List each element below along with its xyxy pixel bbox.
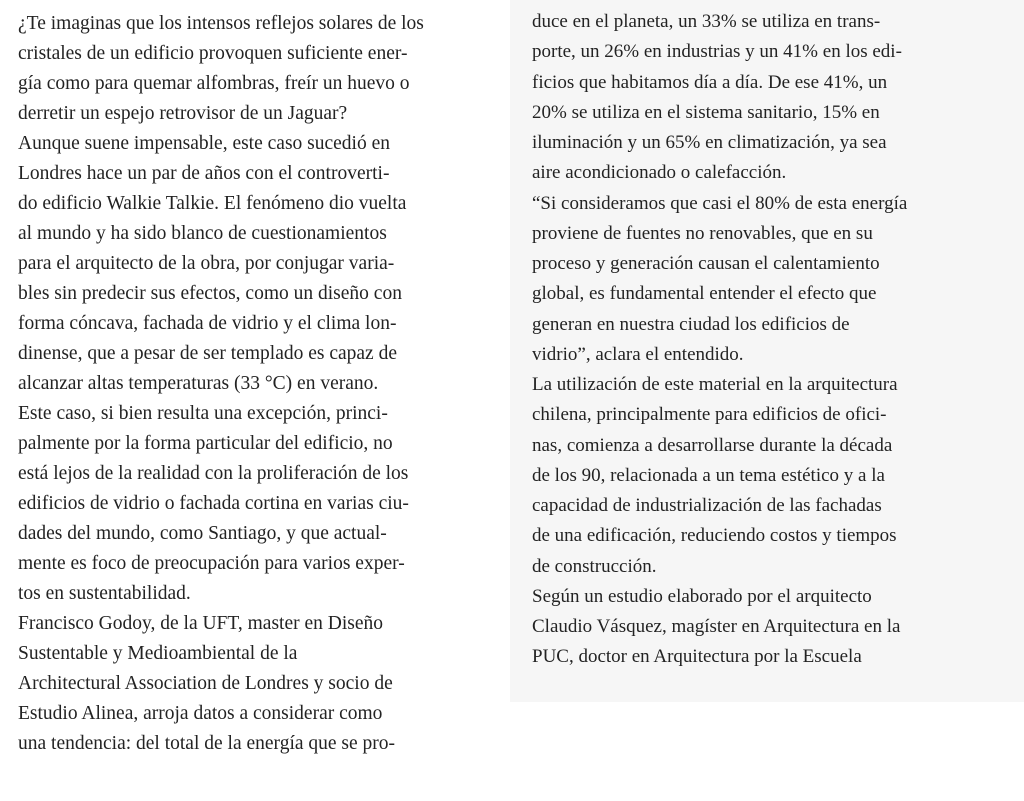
text-line: gía como para quemar alfombras, freír un huevo o (18, 73, 410, 94)
text-line: porte, un 26% en industrias y un 41% en los edi- (532, 41, 902, 63)
text-line: tos en sustentabilidad. (18, 583, 191, 604)
text-line: cristales de un edificio provoquen suficiente ener- (18, 43, 408, 64)
text-line: iluminación y un 65% en climatización, ya sea (532, 132, 887, 153)
text-line: do edificio Walkie Talkie. El fenómeno dio vuelta (18, 193, 407, 214)
text-line: de una edificación, reduciendo costos y tiempos (532, 525, 897, 547)
text-line: está lejos de la realidad con la proliferación de los (18, 463, 409, 484)
text-line: al mundo y ha sido blanco de cuestionamientos (18, 223, 387, 244)
text-line: La utilización de este material en la arquitectura (532, 374, 898, 395)
text-line: capacidad de industrialización de las fachadas (532, 495, 882, 516)
article-column-left (0, 0, 510, 801)
text-line: PUC, doctor en Arquitectura por la Escuela (532, 646, 862, 668)
text-line: Londres hace un par de años con el controverti- (18, 163, 390, 184)
text-line: una tendencia: del total de la energía que se pro- (18, 733, 396, 754)
text-line: de los 90, relacionada a un tema estético y a la (532, 464, 885, 486)
text-line: aire acondicionado o calefacción. (532, 162, 787, 184)
text-line: forma cóncava, fachada de vidrio y el clima lon- (18, 313, 397, 334)
text-line: mente es foco de preocupación para varios exper- (18, 553, 405, 574)
text-line: para el arquitecto de la obra, por conjugar varia- (18, 253, 395, 274)
text-line: Claudio Vásquez, magíster en Arquitectura en la (532, 616, 901, 637)
text-line: dades del mundo, como Santiago, y que actual- (18, 523, 387, 544)
text-line: Sustentable y Medioambiental de la (18, 643, 298, 664)
text-line: edificios de vidrio o fachada cortina en varias ciu- (18, 493, 409, 514)
text-line: Architectural Association de Londres y socio de (18, 673, 393, 694)
text-line: generan en nuestra ciudad los edificios de (532, 313, 850, 335)
text-line: proceso y generación causan el calentamiento (532, 253, 880, 274)
text-line: Estudio Alinea, arroja datos a considerar como (18, 703, 383, 724)
text-line: ficios que habitamos día a día. De ese 41%, un (532, 71, 888, 93)
text-line: bles sin predecir sus efectos, como un diseño con (18, 283, 402, 304)
text-line: global, es fundamental entender el efecto que (532, 283, 877, 305)
text-line: Este caso, si bien resulta una excepción, princi- (18, 403, 388, 424)
text-line: nas, comienza a desarrollarse durante la década (532, 434, 893, 456)
text-line: Aunque suene impensable, este caso sucedió en (18, 133, 391, 154)
text-line: alcanzar altas temperaturas (33 °C) en verano. (18, 373, 379, 394)
text-line: dinense, que a pesar de ser templado es capaz de (18, 343, 397, 364)
text-line: Francisco Godoy, de la UFT, master en Diseño (18, 613, 383, 634)
text-line: “Si consideramos que casi el 80% de esta energía (532, 192, 908, 214)
text-line: vidrio”, aclara el entendido. (532, 343, 744, 365)
text-line: ¿Te imaginas que los intensos reflejos solares de los (18, 13, 424, 34)
article-column-right (510, 0, 1024, 702)
text-line: Según un estudio elaborado por el arquitecto (532, 585, 872, 607)
text-line: de construcción. (532, 555, 657, 577)
text-line: derretir un espejo retrovisor de un Jaguar? (18, 103, 348, 124)
text-line: duce en el planeta, un 33% se utiliza en trans- (532, 11, 881, 32)
text-line: chilena, principalmente para edificios de ofici- (532, 404, 887, 426)
text-line: palmente por la forma particular del edificio, no (18, 433, 393, 454)
text-line: proviene de fuentes no renovables, que en su (532, 222, 873, 244)
text-line: 20% se utiliza en el sistema sanitario, 15% en (532, 101, 880, 123)
